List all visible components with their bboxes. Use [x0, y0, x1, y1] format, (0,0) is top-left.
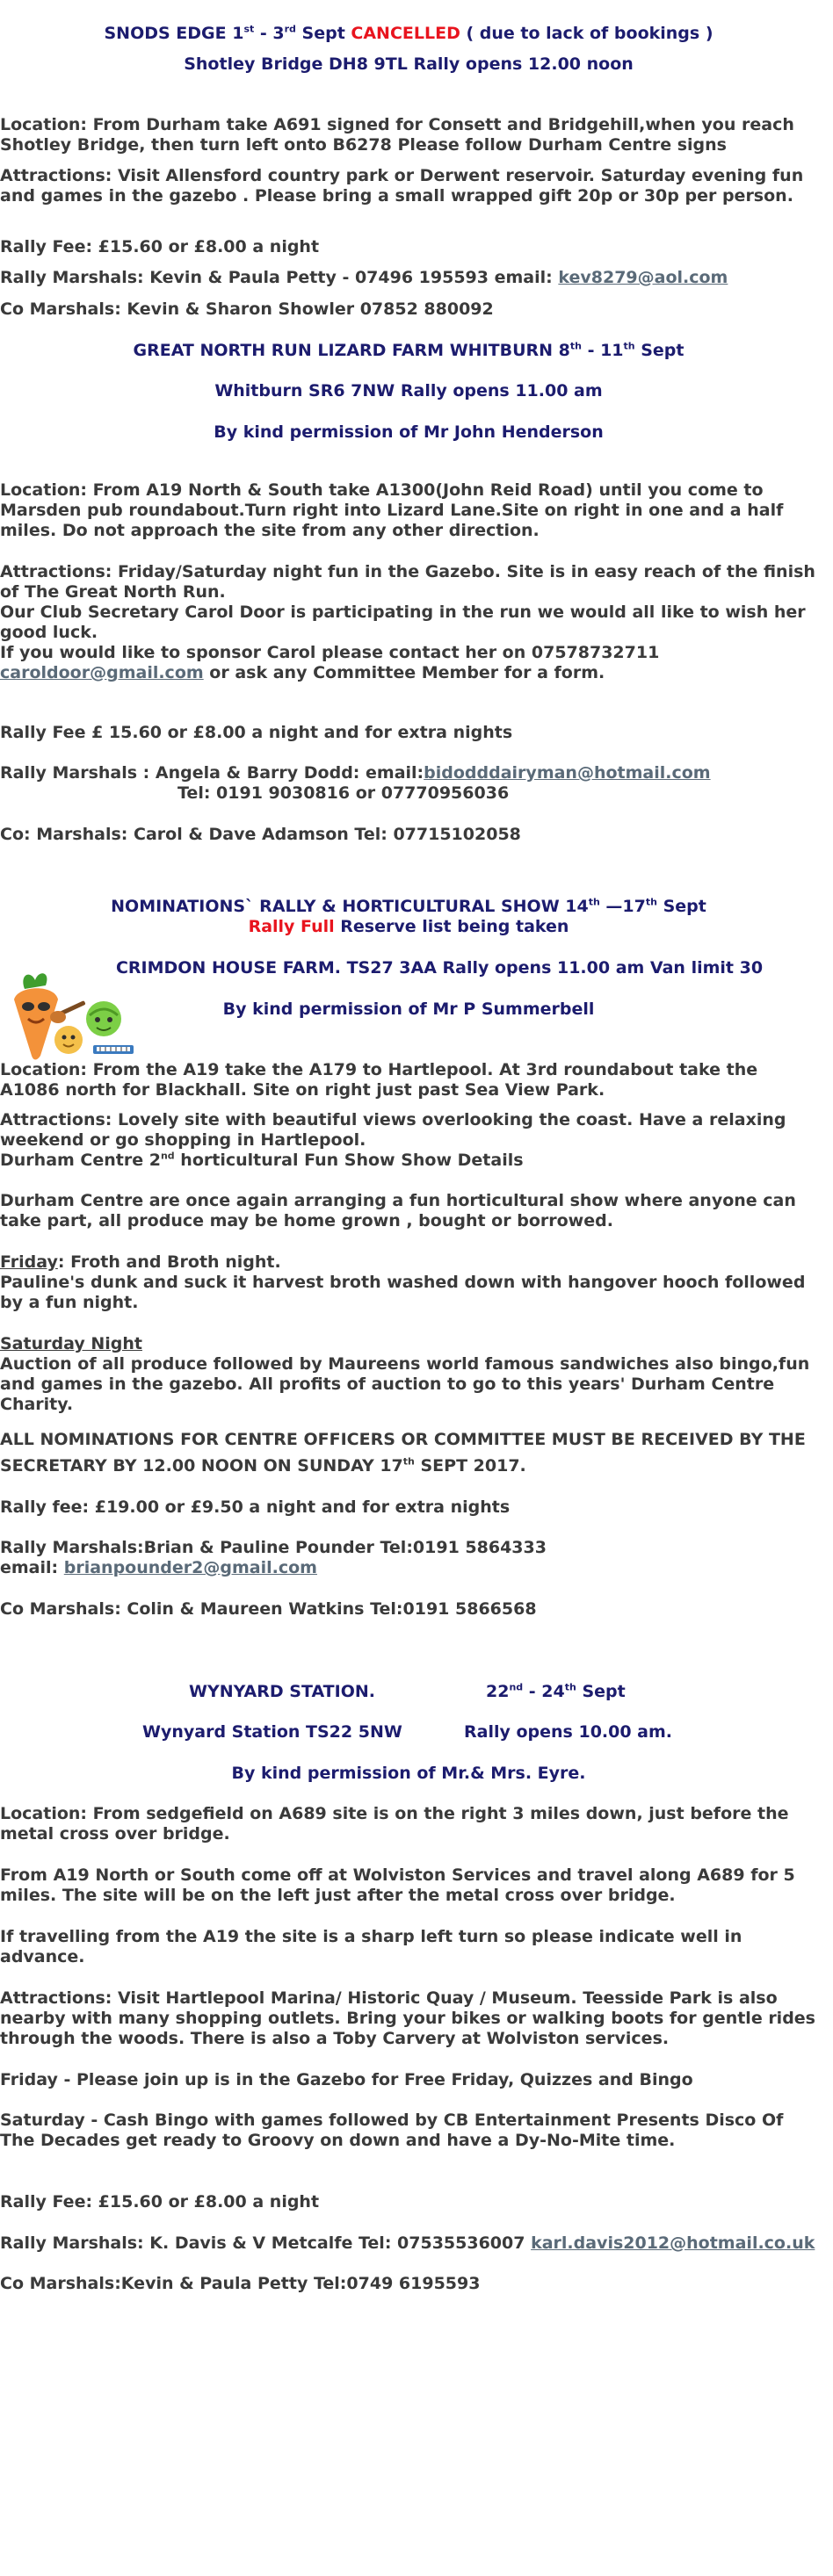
attractions-text: or ask any Committee Member for a form. — [203, 663, 605, 682]
section2-marshals-tel: Tel: 0191 9030816 or 07770956036 — [177, 783, 510, 803]
section2-co-marshals: Co: Marshals: Carol & Dave Adamson Tel: 07715102058 — [0, 825, 521, 844]
marshals-email-link[interactable]: bidodddairyman@hotmail.com — [424, 763, 711, 783]
dates-text: 22 — [486, 1682, 510, 1701]
section2-marshals — [0, 763, 817, 783]
marshals-text: Rally Marshals : Angela & Barry Dodd: email: — [0, 763, 424, 783]
section3-saturday-desc: Auction of all produce followed by Maureens world famous sandwiches also bingo,fun and games in the gazebo. All profits of auction to go to this years' Durham Centre Charity. — [0, 1354, 810, 1414]
onion-body — [54, 1026, 83, 1054]
section3-status — [0, 917, 817, 937]
title-text: GREAT NORTH RUN LIZARD FARM WHITBURN 8 — [133, 341, 570, 360]
email-label: email: — [0, 1558, 64, 1577]
attractions-line: Our Club Secretary Carol Door is participating in the run we would all like to wish her good luck. — [0, 603, 806, 642]
sponsor-email-link[interactable]: caroldoor@gmail.com — [0, 663, 204, 682]
title-text: —17 — [599, 897, 646, 916]
section4-directions-2: If travelling from the A19 the site is a sharp left turn so please indicate well in advance. — [0, 1927, 742, 1966]
section2-location: Location: From A19 North & South take A1300(John Reid Road) until you come to Marsden pub roundabout.Turn right into Lizard Lane.Site on right in one and a half miles. Do not approach the site from any other direction. — [0, 480, 784, 540]
section2-title — [0, 341, 817, 361]
friday-label: Friday — [0, 1252, 58, 1272]
section2-venue: Whitburn SR6 7NW Rally opens 11.00 am — [214, 381, 603, 400]
section4-directions-1: From A19 North or South come off at Wolviston Services and travel along A689 for 5 miles. The site will be on the left just after the metal cross over bridge. — [0, 1865, 795, 1905]
title-text: NOMINATIONS` RALLY & HORTICULTURAL SHOW 14 — [111, 897, 589, 916]
section3-fee: Rally fee: £19.00 or £9.50 a night and for extra nights — [0, 1497, 511, 1517]
section1-fee: Rally Fee: £15.60 or £8.00 a night — [0, 237, 320, 256]
section4-permission: By kind permission of Mr.& Mrs. Eyre. — [231, 1764, 586, 1783]
sup: nd — [509, 1681, 524, 1693]
section3-show-title — [0, 1151, 817, 1171]
friday-text: : Froth and Broth night. — [57, 1252, 281, 1272]
section3-venue: CRIMDON HOUSE FARM. TS27 3AA Rally opens 11.00 am Van limit 30 — [115, 958, 764, 978]
section4-opens: Rally opens 10.00 am. — [464, 1722, 673, 1742]
sup: th — [569, 340, 582, 352]
saturday-label: Saturday Night — [0, 1334, 142, 1353]
section3-location: Location: From the A19 take the A179 to Hartlepool. At 3rd roundabout take the A1086 north for Blackhall. Site on right just past Sea View Park. — [0, 1060, 758, 1100]
section2-fee: Rally Fee £ 15.60 or £8.00 a night and for extra nights — [0, 723, 513, 742]
section2-attractions — [0, 562, 817, 683]
marshals-text: Rally Marshals: K. Davis & V Metcalfe Tel: 07535536007 — [0, 2233, 532, 2253]
attractions-line — [0, 643, 817, 663]
nominations-text: SEPT 2017. — [414, 1456, 526, 1476]
nominations-text: ALL NOMINATIONS FOR CENTRE OFFICERS OR COMMITTEE MUST BE RECEIVED BY THE SECRETARY BY 12.00 NOON ON SUNDAY 17 — [0, 1430, 806, 1476]
keyboard-keys — [97, 1047, 130, 1051]
section1-title — [0, 24, 817, 44]
section4-title: WYNYARD STATION. — [189, 1682, 375, 1701]
reserve-text: Reserve list being taken — [334, 917, 569, 936]
show-text: Durham Centre 2 — [0, 1151, 161, 1170]
show-text: horticultural Fun Show Show Details — [174, 1151, 524, 1170]
section3-co-marshals: Co Marshals: Colin & Maureen Watkins Tel:0191 5866568 — [0, 1599, 537, 1619]
section3-marshals-email — [0, 1558, 817, 1578]
section1-marshals — [0, 268, 817, 288]
section3-saturday-label — [0, 1334, 817, 1354]
section4-friday: Friday - Please join up is in the Gazebo for Free Friday, Quizzes and Bingo — [0, 2070, 693, 2089]
dates-text: Sept — [576, 1682, 626, 1701]
dates-text: - 24 — [523, 1682, 565, 1701]
title-text: - 11 — [581, 341, 624, 360]
section3-permission: By kind permission of Mr P Summerbell — [222, 999, 595, 1019]
title-text: - 3 — [254, 24, 285, 43]
sup: th — [402, 1455, 415, 1468]
title-text: Sept — [656, 897, 706, 916]
marshals-text: Rally Marshals: Kevin & Paula Petty - 07496 195593 email: — [0, 268, 559, 287]
sup: th — [564, 1681, 576, 1693]
onion-eye — [62, 1035, 67, 1040]
marshals-email-link[interactable]: kev8279@aol.com — [558, 268, 728, 287]
section1-location: Location: From Durham take A691 signed for Consett and Bridgehill,when you reach Shotley Bridge, then turn left onto B6278 Please follow Durham Centre signs — [0, 115, 794, 155]
section3-attractions: Attractions: Lovely site with beautiful views overlooking the coast. Have a relaxing weekend or go shopping in Hartlepool. — [0, 1110, 786, 1150]
section4-saturday: Saturday - Cash Bingo with games followed by CB Entertainment Presents Disco Of The Decades get ready to Groovy on down and have a Dy-No-Mite time. — [0, 2111, 784, 2150]
rally-full-label: Rally Full — [248, 917, 335, 936]
attractions-text: If you would like to sponsor Carol please contact her on 07578732711 — [0, 643, 660, 662]
section3-show-desc: Durham Centre are once again arranging a fun horticultural show where anyone can take part, all produce may be home grown , bought or borrowed. — [0, 1191, 796, 1230]
sup: th — [588, 896, 600, 908]
section3-nominations — [0, 1426, 817, 1479]
title-text: Sept — [295, 24, 351, 43]
section1-co-marshals: Co Marshals: Kevin & Sharon Showler 07852 880092 — [0, 299, 494, 319]
sup: nd — [160, 1150, 175, 1162]
attractions-line: Attractions: Friday/Saturday night fun in the Gazebo. Site is in easy reach of the finish of The Great North Run. — [0, 562, 815, 602]
section2-permission: By kind permission of Mr John Henderson — [214, 422, 604, 442]
section3-friday-desc: Pauline's dunk and suck it harvest broth washed down with hangover hooch followed by a fun night. — [0, 1273, 806, 1312]
onion-eye — [71, 1035, 76, 1040]
section4-co-marshals: Co Marshals:Kevin & Paula Petty Tel:0749 6195593 — [0, 2274, 481, 2293]
section4-location: Location: From sedgefield on A689 site is on the right 3 miles down, just before the metal cross over bridge. — [0, 1804, 789, 1844]
section3-marshals: Rally Marshals:Brian & Pauline Pounder Tel:0191 5864333 — [0, 1538, 547, 1557]
section4-venue: Wynyard Station TS22 5NW — [142, 1722, 402, 1742]
section1-venue: Shotley Bridge DH8 9TL Rally opens 12.00 noon — [184, 54, 634, 74]
section4-marshals — [0, 2233, 817, 2254]
carrot-leaves — [23, 973, 47, 989]
marshals-email-link[interactable]: brianpounder2@gmail.com — [63, 1558, 317, 1577]
section4-attractions: Attractions: Visit Hartlepool Marina/ Historic Quay / Museum. Teesside Park is also nearby with many shopping outlets. Bring your bikes or walking boots for gentle rides through the woods. There is also a Toby Carvery at Wolviston services. — [0, 1988, 815, 2048]
title-text: Sept — [634, 341, 685, 360]
section4-dates — [486, 1682, 706, 1702]
section1-attractions: Attractions: Visit Allensford country park or Derwent reservoir. Saturday evening fun and games in the gazebo . Please bring a small wrapped gift 20p or 30p per person. — [0, 166, 804, 206]
sup: th — [645, 896, 657, 908]
sup: th — [623, 340, 635, 352]
section3-title — [0, 897, 817, 917]
attractions-line — [0, 663, 817, 683]
section4-fee: Rally Fee: £15.60 or £8.00 a night — [0, 2192, 320, 2212]
title-text: SNODS EDGE 1 — [104, 24, 244, 43]
cancelled-label: CANCELLED — [351, 24, 460, 43]
sup: st — [243, 23, 255, 35]
marshals-email-link[interactable]: karl.davis2012@hotmail.co.uk — [531, 2233, 815, 2253]
sup: rd — [284, 23, 296, 35]
title-text: ( due to lack of bookings ) — [460, 24, 713, 43]
section3-friday — [0, 1252, 817, 1273]
